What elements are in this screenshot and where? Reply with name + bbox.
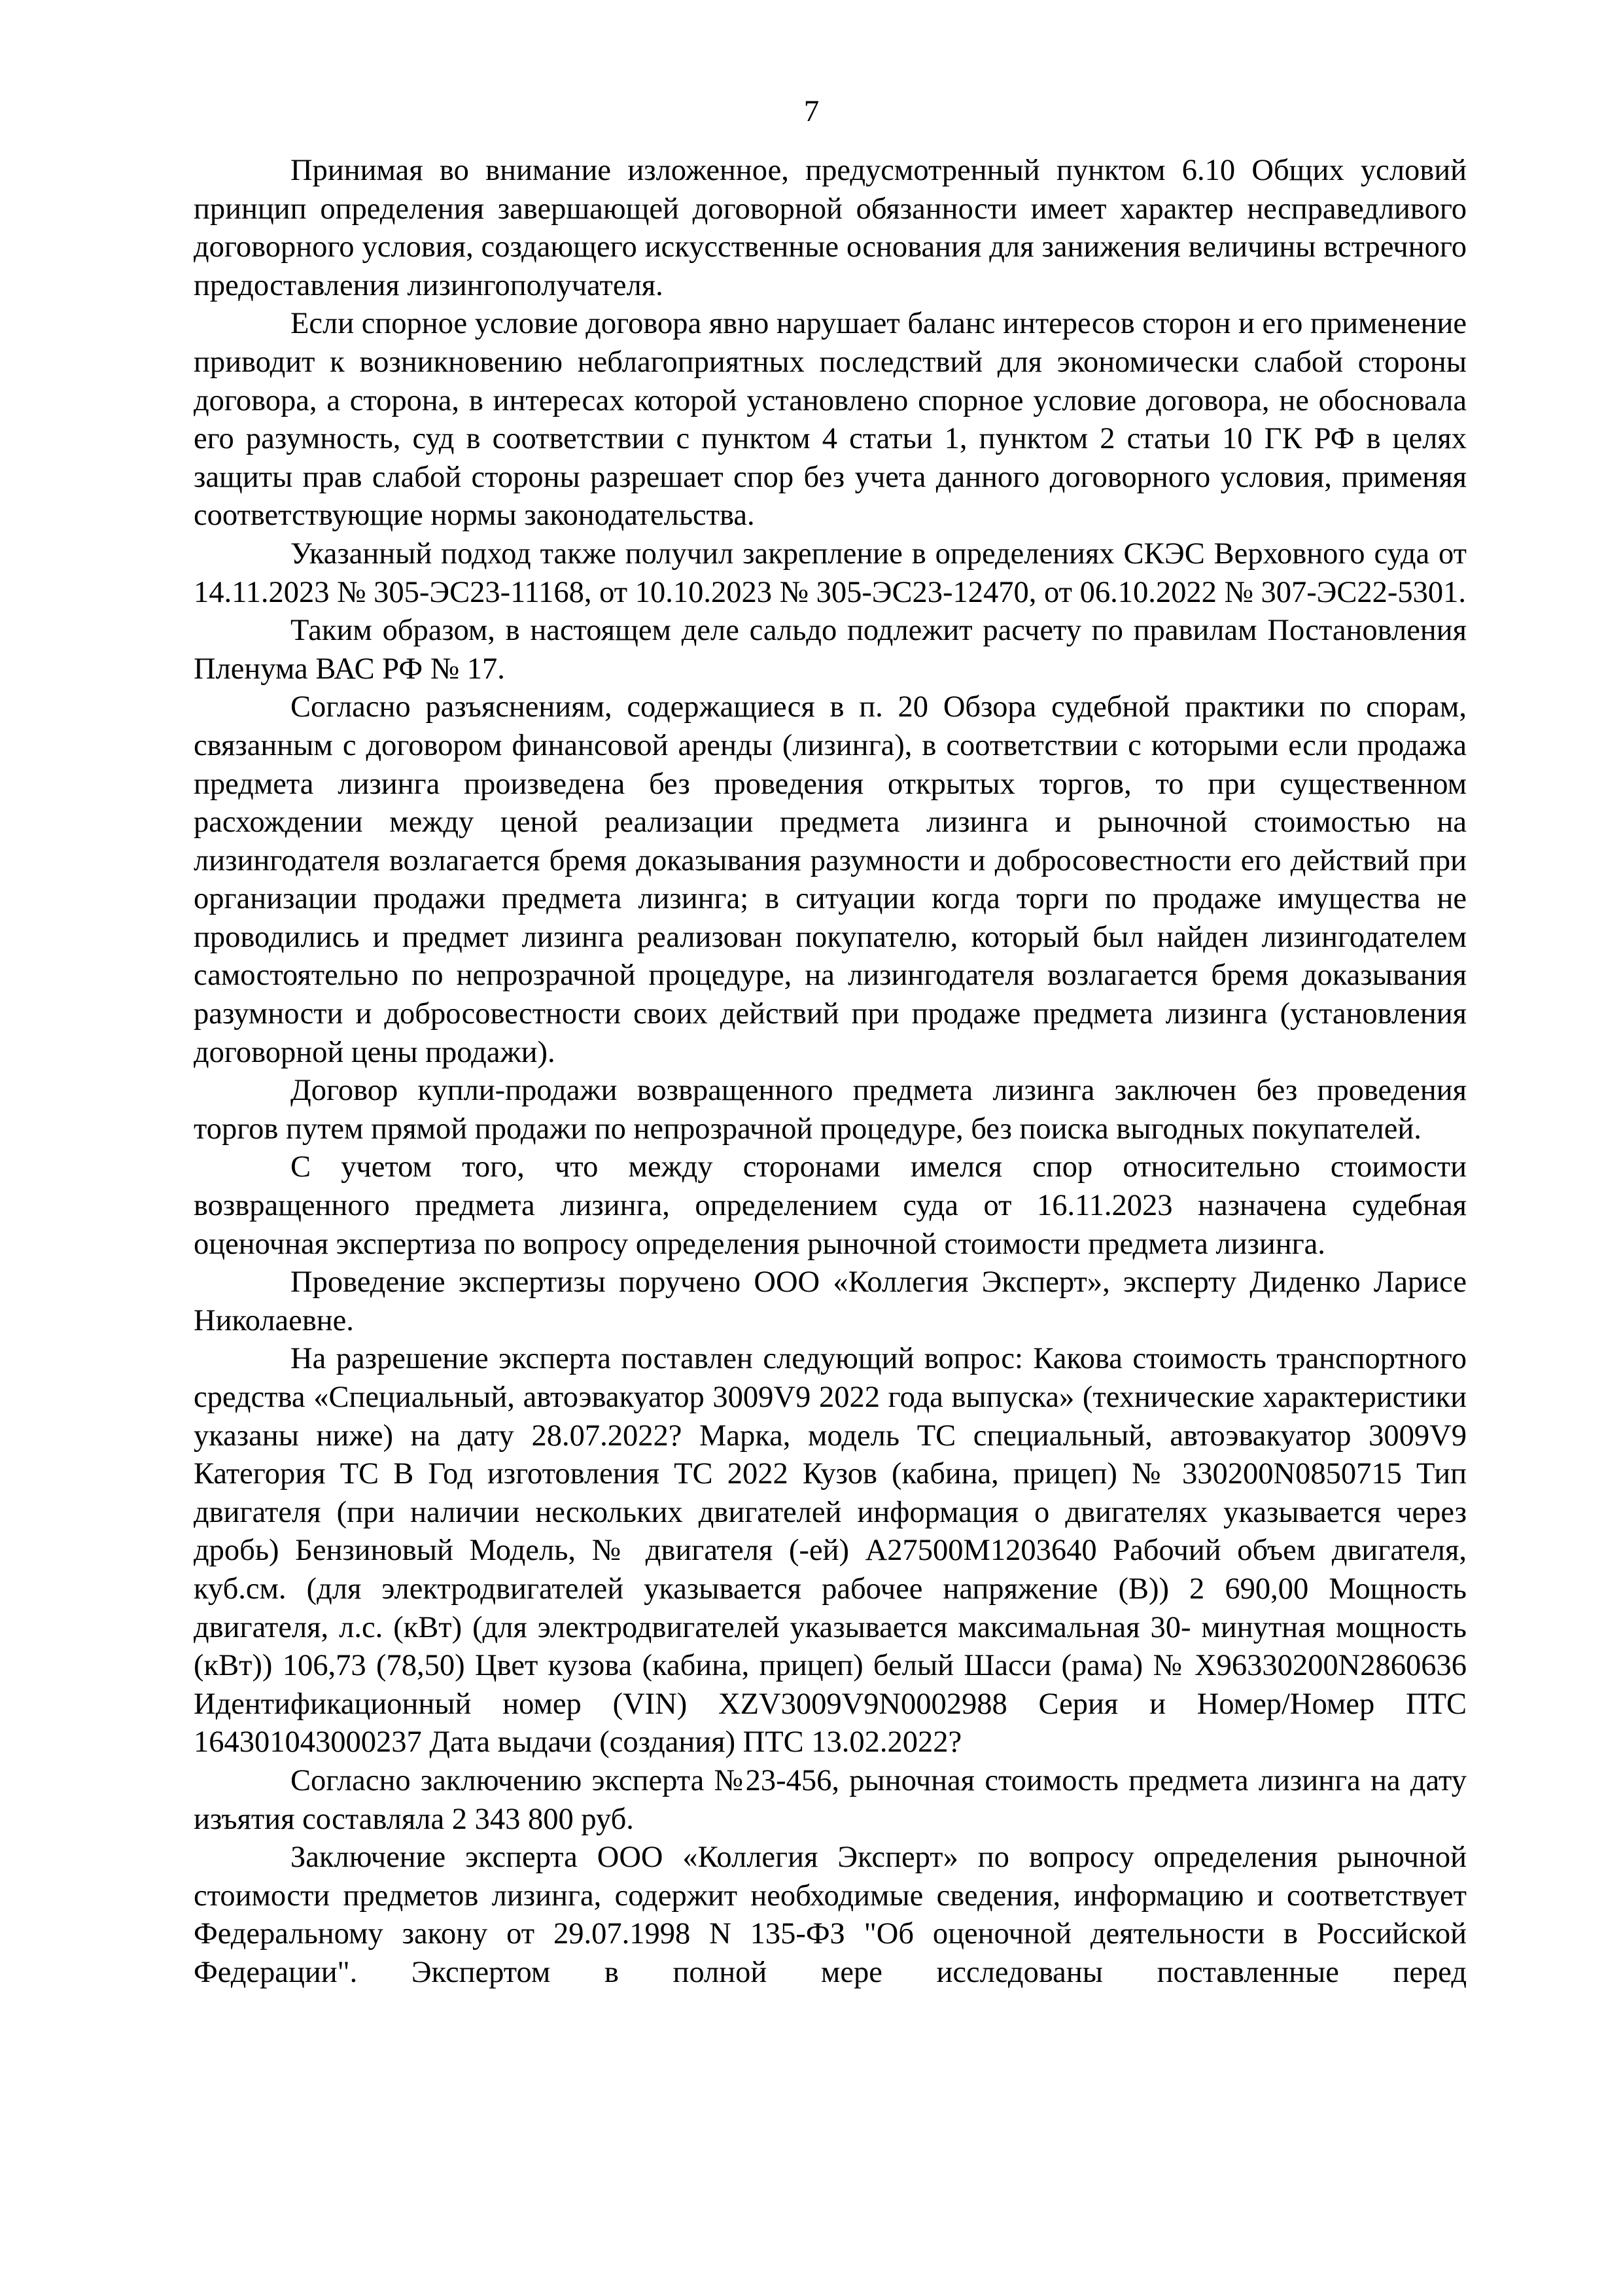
paragraph-balance-of-interests: Если спорное условие договора явно нарушает баланс интересов сторон и его применение приводит к возникновению неблагоприятных последствий для экономически слабой стороны договора, а сторона, в интересах которой установлено спорное условие договора, не обосновала его разумность, суд в соответствии с пунктом 4 статьи 1, пунктом 2 статьи 10 ГК РФ в целях защиты прав слабой стороны разрешает спор без учета данного договорного условия, применяя соответствующие нормы законодательства. <box>194 307 1467 533</box>
document-body <box>194 152 1467 1992</box>
paragraph-expert-conclusion: Заключение эксперта ООО «Коллегия Эксперт» по вопросу определения рыночной стоимости предметов лизинга, содержит необходимые сведения, информацию и соответствует Федеральному закону от 29.07.1998 N 135-ФЗ "Об оценочной деятельности в Российской Федерации". Экспертом в полной мере исследованы поставленные перед <box>194 1841 1467 1989</box>
paragraph-market-value: Согласно заключению эксперта №23-456, рыночная стоимость предмета лизинга на дату изъятия составляла 2 343 800 руб. <box>194 1763 1467 1836</box>
paragraph-review-clarifications: Согласно разъяснениям, содержащиеся в п. 20 Обзора судебной практики по спорам, связанным с договором финансовой аренды (лизинга), в соответствии с которыми если продажа предмета лизинга произведена без проведения открытых торгов, то при существенном расхождении между ценой реализации предмета лизинга и рыночной стоимостью на лизингодателя возлагается бремя доказывания разумности и добросовестности его действий при организации продажи предмета лизинга; в ситуации когда торги по продаже имущества не проводились и предмет лизинга реализован покупателю, который был найден лизингодателем самостоятельно по непрозрачной процедуре, на лизингодателя возлагается бремя доказывания разумности и добросовестности своих действий при продаже предмета лизинга (установления договорной цены продажи). <box>194 690 1467 1069</box>
paragraph-expertise-appointed: С учетом того, что между сторонами имелся спор относительно стоимости возвращенного предмета лизинга, определением суда от 16.11.2023 назначена судебная оценочная экспертиза по вопросу определения рыночной стоимости предмета лизинга. <box>194 1150 1467 1261</box>
paragraph-sale-contract: Договор купли-продажи возвращенного предмета лизинга заключен без проведения торгов путем прямой продажи по непрозрачной процедуре, без поиска выгодных покупателей. <box>194 1074 1467 1146</box>
page-number: 7 <box>803 94 820 128</box>
paragraph-expert-question: На разрешение эксперта поставлен следующий вопрос: Какова стоимость транспортного средства «Специальный, автоэвакуатор 3009V9 2022 года выпуска» (технические характеристики указаны ниже) на дату 28.07.2022? Марка, модель ТС специальный, автоэвакуатор 3009V9 Категория ТС В Год изготовления ТС 2022 Кузов (кабина, прицеп) № 330200N0850715 Тип двигателя (при наличии нескольких двигателей информация о двигателях указывается через дробь) Бензиновый Модель, № двигателя (-ей) А27500М1203640 Рабочий объем двигателя, куб.см. (для электродвигателей указывается рабочее напряжение (В)) 2 690,00 Мощность двигателя, л.с. (кВт) (для электродвигателей указывается максимальная 30- минутная мощность (кВт)) 106,73 (78,50) Цвет кузова (кабина, прицеп) белый Шасси (рама) № X96330200N2860636 Идентификационный номер (VIN) XZV3009V9N0002988 Серия и Номер/Номер ПТС 164301043000237 Дата выдачи (создания) ПТС 13.02.2022? <box>194 1342 1467 1759</box>
paragraph-supreme-court-rulings: Указанный подход также получил закрепление в определениях СКЭС Верховного суда от 14.11.2023 № 305-ЭС23-11168, от 10.10.2023 № 305-ЭС23-12470, от 06.10.2022 № 307-ЭС22-5301. <box>194 537 1467 609</box>
paragraph-saldo-calculation: Таким образом, в настоящем деле сальдо подлежит расчету по правилам Постановления Пленума ВАС РФ № 17. <box>194 614 1467 686</box>
paragraph-expert-assigned: Проведение экспертизы поручено ООО «Коллегия Эксперт», эксперту Диденко Ларисе Николаевне. <box>194 1265 1467 1337</box>
paragraph-unfair-condition: Принимая во внимание изложенное, предусмотренный пунктом 6.10 Общих условий принцип определения завершающей договорной обязанности имеет характер несправедливого договорного условия, создающего искусственные основания для занижения величины встречного предоставления лизингополучателя. <box>194 154 1467 302</box>
